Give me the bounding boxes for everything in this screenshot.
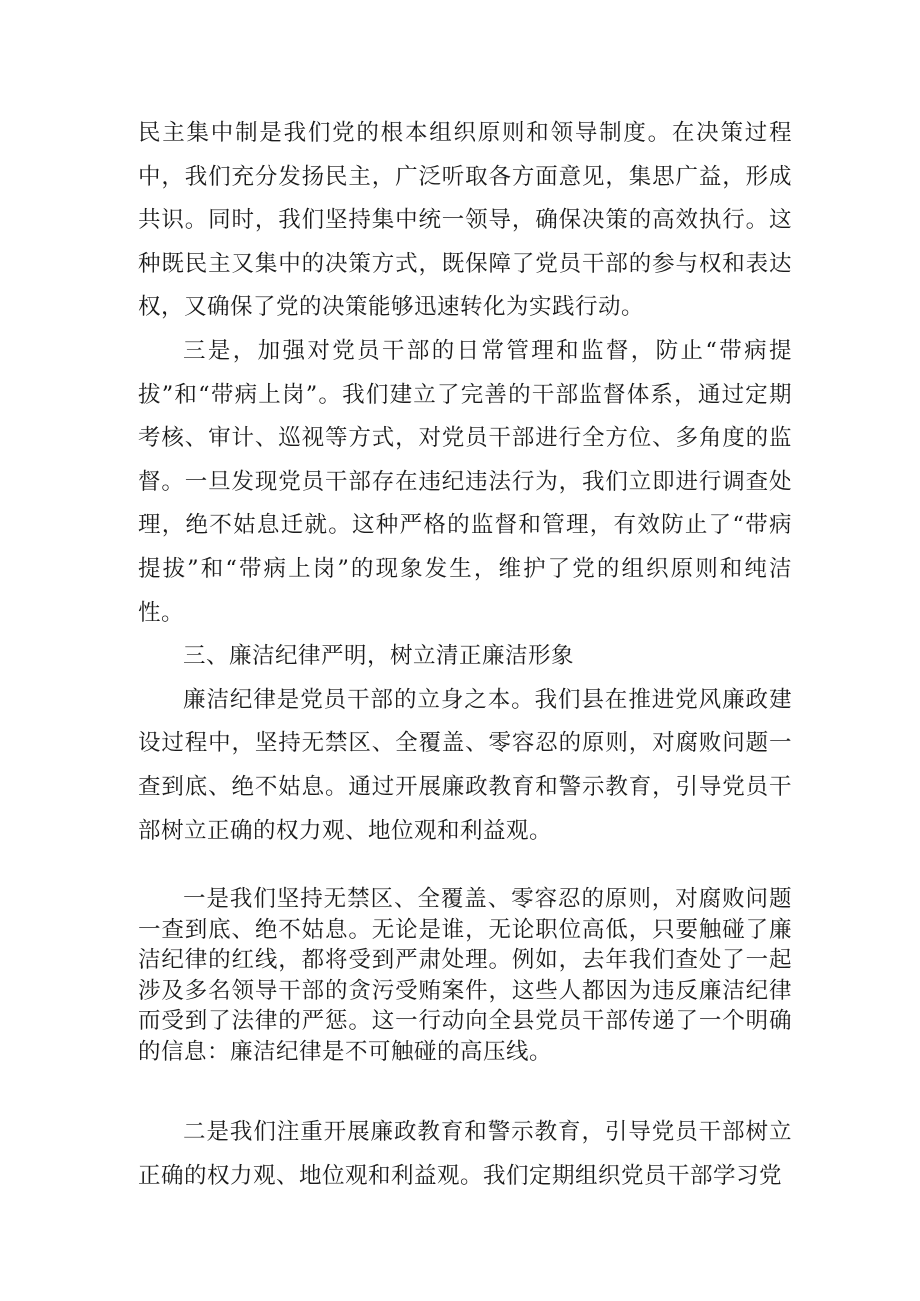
- paragraph-democratic-centralism: 民主集中制是我们党的根本组织原则和领导制度。在决策过程中，我们充分发扬民主，广泛听取各方面意见，集思广益，形成共识。同时，我们坚持集中统一领导，确保决策的高效执行。这种既民主又集中的决策方式，既保障了党员干部的参与权和表达权，又确保了党的决策能够迅速转化为实践行动。: [138, 120, 792, 321]
- text-block-top: [138, 112, 792, 853]
- paragraph-point-one-zero-tolerance: 一是我们坚持无禁区、全覆盖、零容忍的原则，对腐败问题一查到底、绝不姑息。无论是谁，无论职位高低，只要触碰了廉洁纪律的红线，都将受到严肃处理。例如，去年我们查处了一起涉及多名领导干部的贪污受贿案件，这些人都因为违反廉洁纪律而受到了法律的严惩。这一行动向全县党员干部传递了一个明确的信息：廉洁纪律是不可触碰的高压线。: [138, 886, 792, 1065]
- paragraph-point-two-education: 二是我们注重开展廉政教育和警示教育，引导党员干部树立正确的权力观、地位观和利益观。我们定期组织党员干部学习党: [138, 1119, 792, 1189]
- paragraph-integrity-intro: 廉洁纪律是党员干部的立身之本。我们县在推进党风廉政建设过程中，坚持无禁区、全覆盖、零容忍的原则，对腐败问题一查到底、绝不姑息。通过开展廉政教育和警示教育，引导党员干部树立正确的权力观、地位观和利益观。: [138, 686, 792, 844]
- section-heading: 三、廉洁纪律严明，树立清正廉洁形象: [183, 643, 575, 670]
- paragraph-point-three-supervision: 三是，加强对党员干部的日常管理和监督，防止“带病提拔”和“带病上岗”。我们建立了完善的干部监督体系，通过定期考核、审计、巡视等方式，对党员干部进行全方位、多角度的监督。一旦发现党员干部存在违纪违法行为，我们立即进行调查处理，绝不姑息迁就。这种严格的监督和管理，有效防止了“带病提拔”和“带病上岗”的现象发生，维护了党的组织原则和纯洁性。: [138, 337, 792, 626]
- text-block-bottom: [138, 1111, 792, 1198]
- text-block-middle: [138, 884, 792, 1068]
